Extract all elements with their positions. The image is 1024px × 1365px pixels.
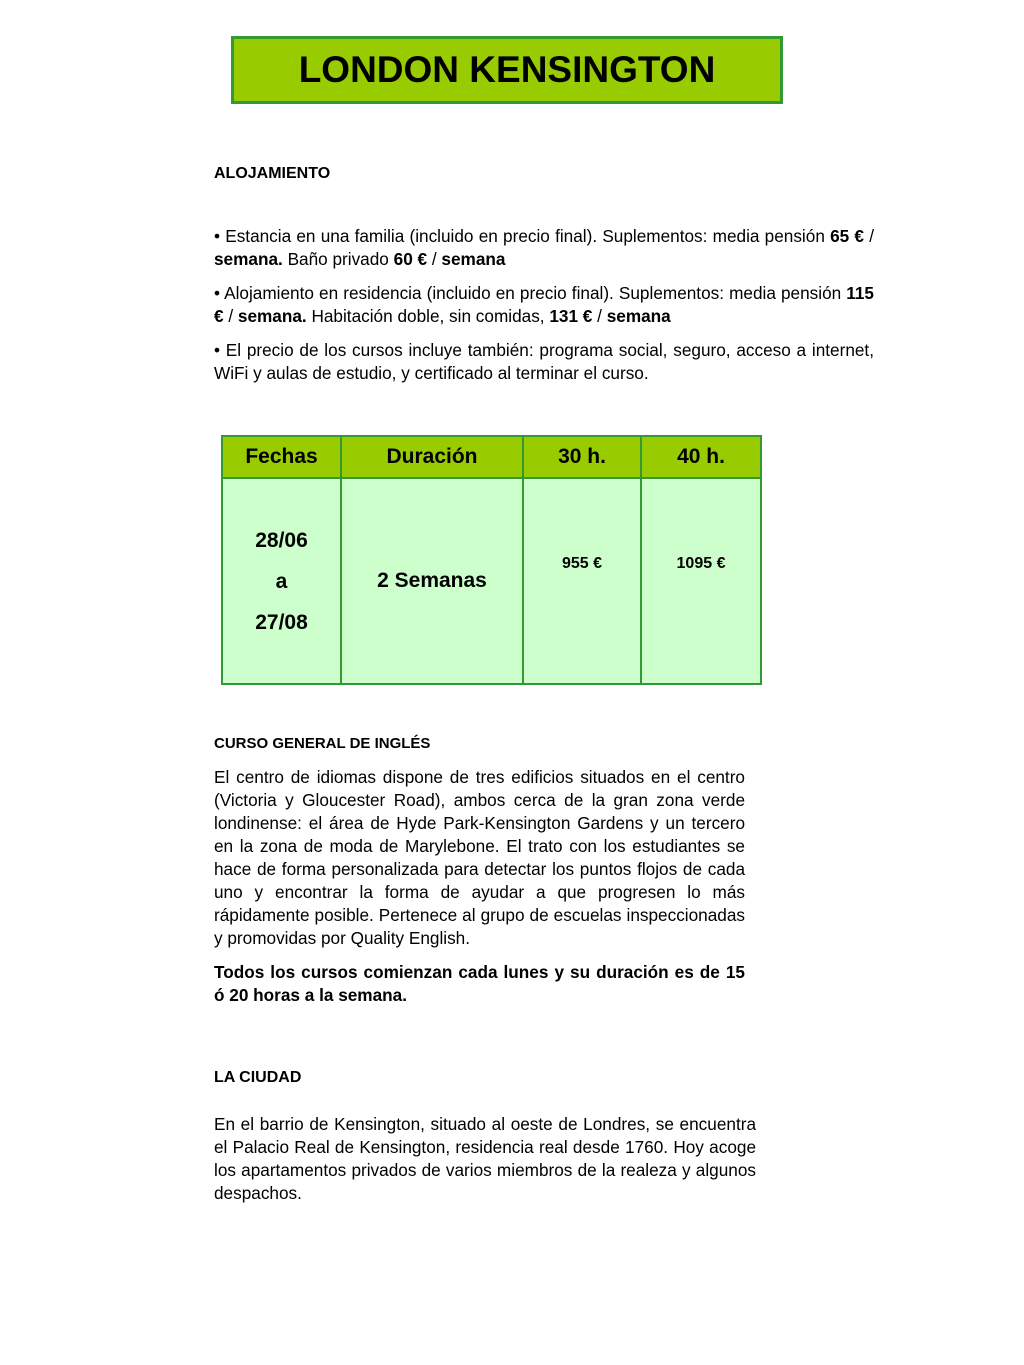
alojamiento-item-familia: • Estancia en una familia (incluido en precio final). Suplementos: media pensión 65 € / semana. Baño privado 60 € / semana xyxy=(214,226,874,269)
header-40h: 40 h. xyxy=(641,436,761,478)
ciudad-section xyxy=(214,1113,756,1205)
date-separator: a xyxy=(275,569,288,593)
cell-price-40h xyxy=(641,478,761,684)
price-table-header-row xyxy=(222,436,761,478)
price-30h: 955 € xyxy=(561,555,603,572)
alojamiento-heading: ALOJAMIENTO xyxy=(214,165,331,182)
title-banner xyxy=(231,36,783,104)
curso-heading: CURSO GENERAL DE INGLÉS xyxy=(214,735,431,752)
ciudad-heading: LA CIUDAD xyxy=(214,1069,302,1086)
cell-fechas xyxy=(222,478,341,684)
alojamiento-item-residencia: • Alojamiento en residencia (incluido en precio final). Suplementos: media pensión 115 € / semana. Habitación doble, sin comidas, 131 € / semana xyxy=(214,283,874,326)
curso-section xyxy=(214,766,745,1007)
header-fechas: Fechas xyxy=(222,436,341,478)
header-duracion: Duración xyxy=(341,436,523,478)
curso-body: El centro de idiomas dispone de tres edificios situados en el centro (Victoria y Gloucester Road), ambos cerca de la gran zona verde londinense: el área de Hyde Park-Kensington Gardens y un tercero en la zona de moda de Marylebone. El trato con los estudiantes se hace de forma personalizada para detectar los puntos flojos de cada uno y encontrar la forma de ayudar a que progresen lo más rápidamente posible. Pertenece al grupo de escuelas inspeccionadas y promovidas por Quality English. xyxy=(214,767,745,948)
alojamiento-item-incluye: • El precio de los cursos incluye también: programa social, seguro, acceso a internet, WiFi y aulas de estudio, y certificado al terminar el curso. xyxy=(214,340,874,383)
page-title: LONDON KENSINGTON xyxy=(298,49,716,90)
date-end: 27/08 xyxy=(255,610,308,634)
cell-duracion: 2 Semanas xyxy=(341,478,523,684)
price-table xyxy=(221,435,762,685)
alojamiento-list xyxy=(214,225,874,385)
table-row xyxy=(222,478,761,684)
price-40h: 1095 € xyxy=(676,555,726,572)
header-30h: 30 h. xyxy=(523,436,641,478)
cell-price-30h xyxy=(523,478,641,684)
ciudad-body: En el barrio de Kensington, situado al oeste de Londres, se encuentra el Palacio Real de Kensington, residencia real desde 1760. Hoy acoge los apartamentos privados de varios miembros de la realeza y algunos despachos. xyxy=(214,1114,756,1203)
date-start: 28/06 xyxy=(255,528,308,552)
curso-bold-note: Todos los cursos comienzan cada lunes y su duración es de 15 ó 20 horas a la semana. xyxy=(214,962,745,1005)
